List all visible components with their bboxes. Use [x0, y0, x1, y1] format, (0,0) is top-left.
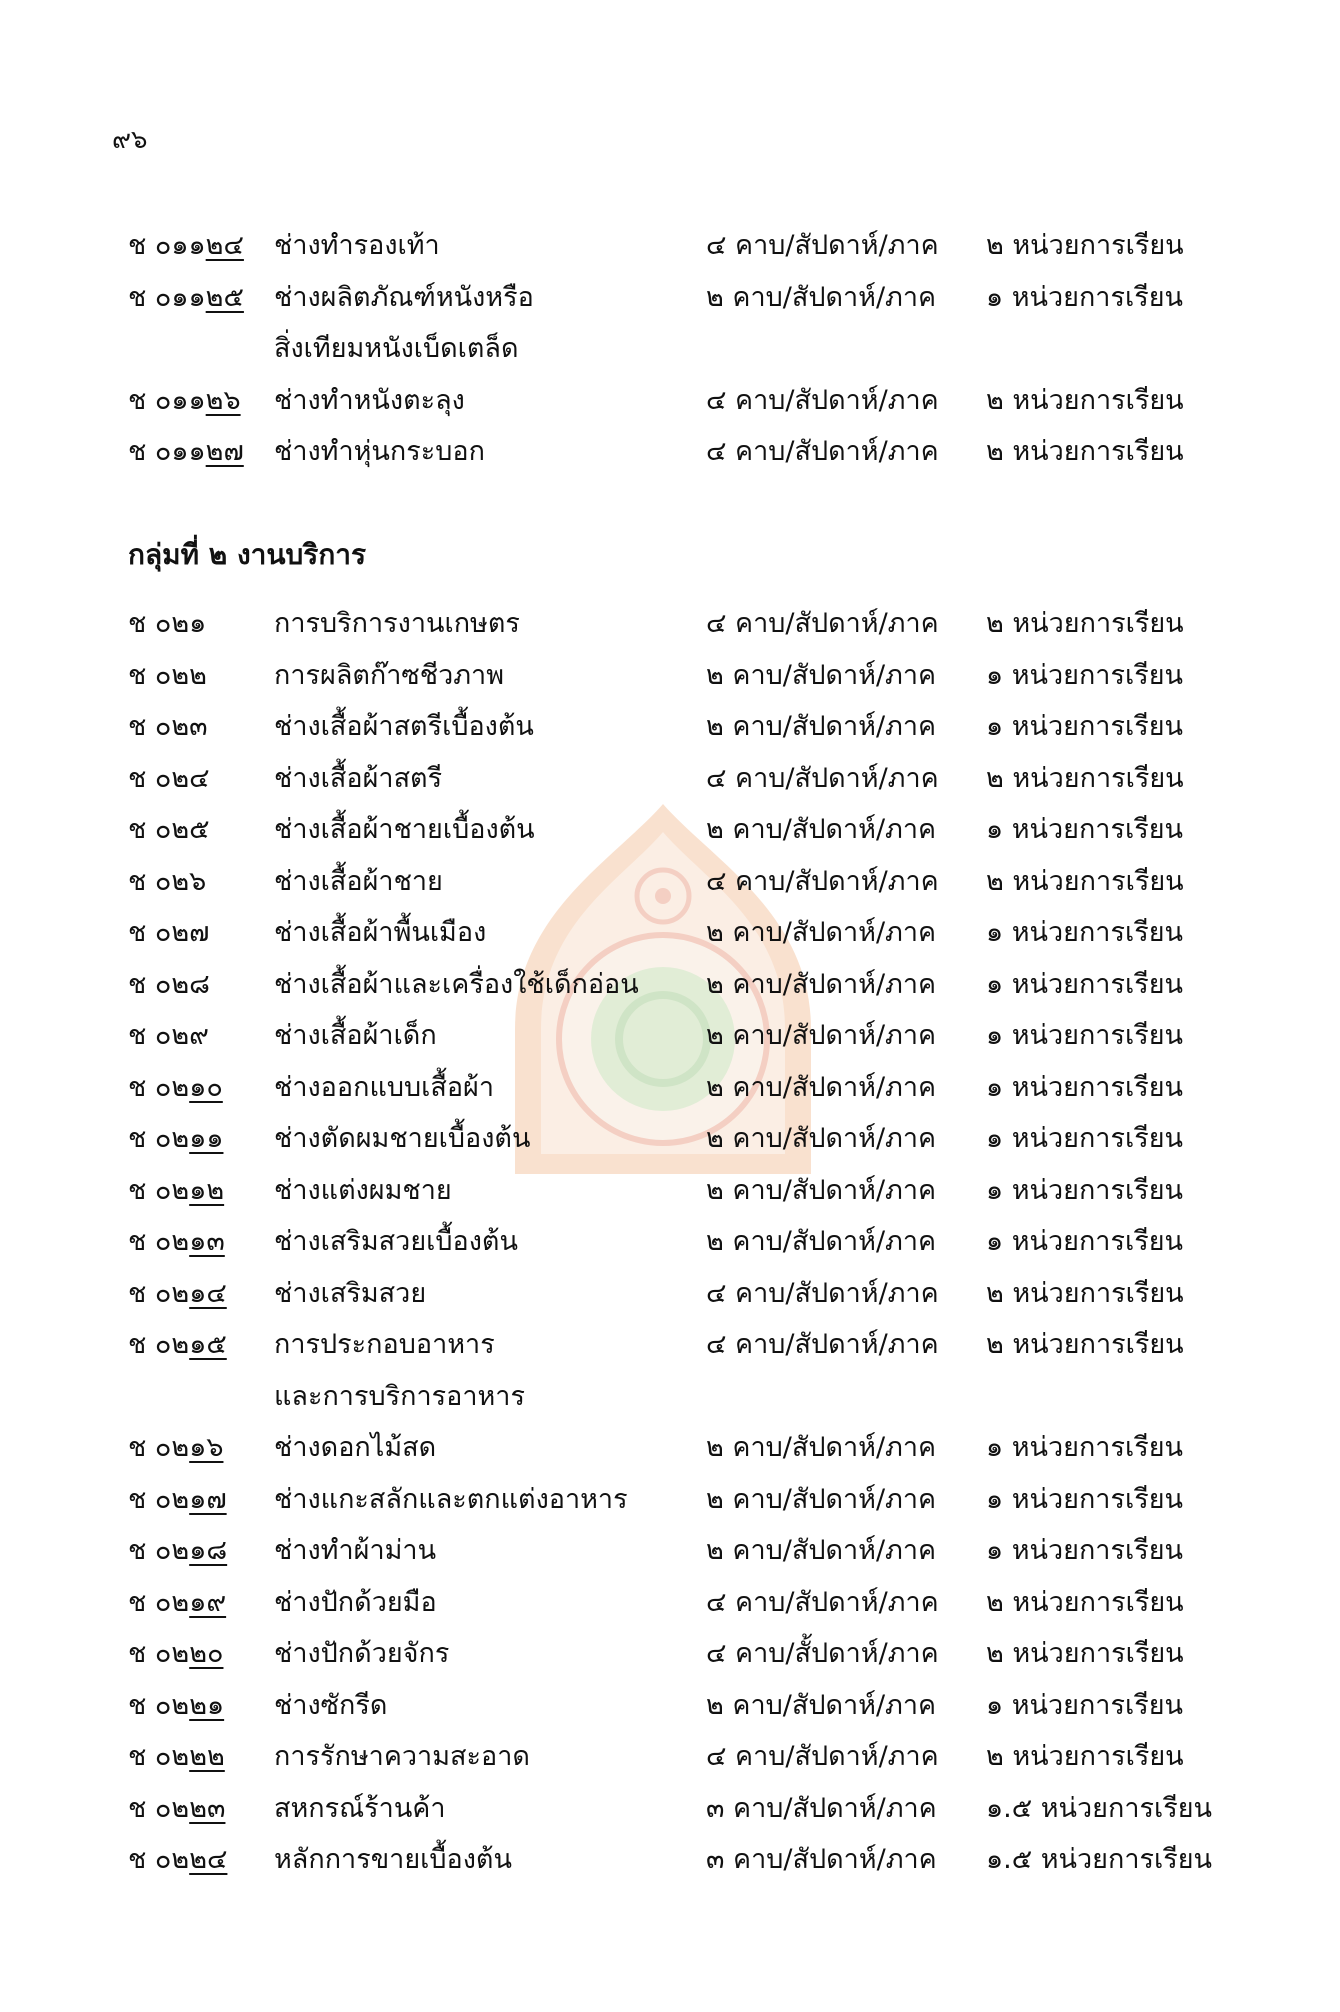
course-periods: ๒ คาบ/สัปดาห์/ภาค [706, 968, 937, 1000]
course-row [0, 1422, 1340, 1474]
course-code [128, 272, 244, 324]
course-row [0, 856, 1340, 908]
course-code [128, 375, 241, 427]
course-periods: ๒ คาบ/สัปดาห์/ภาค [706, 814, 937, 845]
course-periods: ๒ คาบ/สัปดาห์/ภาค [706, 1123, 937, 1154]
course-code [128, 959, 210, 1011]
course-code [128, 1474, 227, 1526]
course-code-prefix: ช ๐๒ [128, 1638, 190, 1669]
course-title: ช่างตัดผมชายเบื้องต้น [274, 1123, 531, 1154]
course-title-line-2: และการบริการอาหาร [274, 1380, 525, 1412]
course-title: ช่างเสื้อผ้าชายเบื้องต้น [274, 814, 535, 845]
course-credits: ๒ หน่วยการเรียน [986, 1741, 1184, 1772]
course-credits: ๑ หน่วยการเรียน [986, 1226, 1183, 1257]
course-code-underlined: ๑๒ [189, 1174, 225, 1206]
course-credits: ๑ หน่วยการเรียน [986, 814, 1183, 845]
course-periods: ๒ คาบ/สัปดาห์/ภาค [706, 711, 937, 742]
course-code-prefix: ช ๐๒๑ [128, 608, 207, 639]
course-row [0, 1165, 1340, 1217]
course-title: ช่างแต่งผมชาย [274, 1174, 452, 1206]
course-title: ช่างทำรองเท้า [274, 230, 440, 261]
course-title: ช่างผลิตภัณฑ์หนังหรือ [274, 281, 534, 313]
course-code-underlined: ๒๗ [205, 436, 244, 467]
course-periods: ๔ คาบ/สัปดาห์/ภาค [706, 1586, 939, 1618]
course-row [0, 1010, 1340, 1062]
course-periods: ๔ คาบ/สัปดาห์/ภาค [706, 1741, 939, 1772]
course-row [0, 220, 1340, 272]
course-title: ช่างทำหนังตะลุง [274, 384, 465, 416]
course-code [128, 1628, 223, 1680]
course-credits: ๑ หน่วยการเรียน [986, 1123, 1183, 1154]
course-code-underlined: ๒๕ [205, 281, 244, 313]
course-title: ช่างซักรีด [274, 1689, 388, 1721]
course-periods: ๔ คาบ/สัปดาห์/ภาค [706, 1329, 939, 1360]
course-code-prefix: ช ๐๑๑ [128, 230, 206, 261]
course-credits: ๑.๕ หน่วยการเรียน [986, 1792, 1212, 1824]
course-code-prefix: ช ๐๒๗ [128, 917, 210, 948]
course-credits: ๒ หน่วยการเรียน [986, 436, 1184, 467]
course-row [0, 598, 1340, 650]
course-title: สหกรณ์ร้านค้า [274, 1792, 446, 1824]
course-credits: ๒ หน่วยการเรียน [986, 1586, 1184, 1618]
course-title: การผลิตก๊าซชีวภาพ [274, 659, 504, 691]
course-periods: ๔ คาบ/สัปดาห์/ภาค [706, 608, 939, 639]
course-title: ช่างทำหุ่นกระบอก [274, 436, 485, 467]
course-title: ช่างปักด้วยจักร [274, 1638, 450, 1669]
course-periods: ๔ คาบ/สัปดาห์/ภาค [706, 230, 939, 261]
course-code-underlined: ๒๔ [189, 1844, 228, 1875]
course-code [128, 856, 206, 908]
course-code-prefix: ช ๐๒ [128, 1792, 190, 1824]
course-row [0, 1628, 1340, 1680]
course-code-underlined: ๒๓ [189, 1792, 226, 1824]
course-credits: ๑ หน่วยการเรียน [986, 1071, 1183, 1103]
course-title: หลักการขายเบื้องต้น [274, 1844, 512, 1875]
course-credits: ๑ หน่วยการเรียน [986, 917, 1183, 948]
course-code-prefix: ช ๐๒๘ [128, 968, 211, 1000]
course-code [128, 753, 210, 805]
course-code-prefix: ช ๐๒๔ [128, 762, 210, 794]
course-row [0, 701, 1340, 753]
course-periods: ๒ คาบ/สัปดาห์/ภาค [706, 1483, 937, 1515]
course-code-prefix: ช ๐๒ [128, 1844, 190, 1875]
course-title: ช่างเสื้อผ้าและเครื่องใช้เด็กอ่อน [274, 968, 639, 1000]
course-code-underlined: ๑๕ [189, 1329, 227, 1360]
course-code [128, 1216, 225, 1268]
group-2-heading-block [0, 529, 1340, 581]
course-code-underlined: ๒๔ [205, 230, 244, 261]
course-code-prefix: ช ๐๒ [128, 1277, 190, 1309]
course-row [0, 1062, 1340, 1114]
course-row [0, 272, 1340, 324]
course-periods: ๔ คาบ/สั้ปดาห์/ภาค [706, 1638, 939, 1669]
course-code [128, 1319, 227, 1371]
course-periods: ๓ คาบ/สัปดาห์/ภาค [706, 1792, 937, 1824]
course-row-continuation [0, 1371, 1340, 1423]
course-credits: ๒ หน่วยการเรียน [986, 384, 1184, 416]
course-code [128, 650, 207, 702]
course-periods: ๒ คาบ/สัปดาห์/ภาค [706, 1226, 937, 1257]
course-row [0, 1680, 1340, 1732]
course-credits: ๒ หน่วยการเรียน [986, 230, 1184, 261]
course-code [128, 1783, 225, 1835]
course-code-prefix: ช ๐๒๓ [128, 711, 208, 742]
course-credits: ๑ หน่วยการเรียน [986, 1432, 1183, 1463]
course-row [0, 1319, 1340, 1371]
course-code-underlined: ๑๓ [189, 1226, 225, 1257]
course-credits: ๒ หน่วยการเรียน [986, 865, 1184, 897]
course-title: ช่างเสริมสวยเบื้องต้น [274, 1226, 518, 1257]
course-code-prefix: ช ๐๒ [128, 1174, 190, 1206]
course-title: ช่างทำผ้าม่าน [274, 1535, 437, 1566]
course-credits: ๒ หน่วยการเรียน [986, 608, 1184, 639]
course-row [0, 804, 1340, 856]
course-row-continuation [0, 323, 1340, 375]
course-code [128, 1010, 209, 1062]
course-periods: ๒ คาบ/สัปดาห์/ภาค [706, 1432, 937, 1463]
course-code [128, 1422, 223, 1474]
course-credits: ๑ หน่วยการเรียน [986, 1020, 1183, 1051]
course-row [0, 426, 1340, 478]
course-title: ช่างเสื้อผ้าสตรี [274, 762, 443, 794]
course-title: ช่างเสริมสวย [274, 1277, 427, 1309]
course-code [128, 1731, 225, 1783]
course-code [128, 1680, 224, 1732]
course-title: ช่างปักด้วยมือ [274, 1586, 437, 1618]
course-title: การรักษาความสะอาด [274, 1741, 530, 1772]
course-periods: ๔ คาบ/สัปดาห์/ภาค [706, 436, 939, 467]
course-code-underlined: ๑๘ [189, 1535, 228, 1566]
course-code-prefix: ช ๐๒ [128, 1689, 190, 1721]
course-code [128, 1165, 224, 1217]
course-title-line-2: สิ่งเทียมหนังเบ็ดเตล็ด [274, 333, 519, 364]
course-credits: ๑ หน่วยการเรียน [986, 281, 1183, 313]
course-code-prefix: ช ๐๒ [128, 1226, 190, 1257]
course-title: การบริการงานเกษตร [274, 608, 520, 639]
course-code-underlined: ๒๒ [189, 1741, 225, 1772]
course-row [0, 1783, 1340, 1835]
course-title: ช่างดอกไม้สด [274, 1432, 437, 1463]
course-list-group-2 [0, 598, 1340, 1886]
course-periods: ๒ คาบ/สัปดาห์/ภาค [706, 1535, 937, 1566]
course-credits: ๑ หน่วยการเรียน [986, 968, 1183, 1000]
course-code-prefix: ช ๐๒ [128, 1741, 190, 1772]
course-title: ช่างเสื้อผ้าพื้นเมือง [274, 917, 487, 948]
course-periods: ๔ คาบ/สัปดาห์/ภาค [706, 384, 939, 416]
course-row [0, 1577, 1340, 1629]
course-credits: ๑ หน่วยการเรียน [986, 1689, 1183, 1721]
course-title: ช่างออกแบบเสื้อผ้า [274, 1071, 495, 1103]
course-code [128, 804, 210, 856]
course-credits: ๑ หน่วยการเรียน [986, 659, 1183, 691]
course-code-prefix: ช ๐๒ [128, 1432, 190, 1463]
course-row [0, 1474, 1340, 1526]
course-code [128, 1268, 227, 1320]
course-code [128, 598, 206, 650]
course-code-prefix: ช ๐๒ [128, 1123, 190, 1154]
course-row [0, 1525, 1340, 1577]
course-title: ช่างเสื้อผ้าสตรีเบื้องต้น [274, 711, 534, 742]
course-periods: ๒ คาบ/สัปดาห์/ภาค [706, 1020, 937, 1051]
course-code-prefix: ช ๐๒๕ [128, 814, 210, 845]
course-code-underlined: ๑๖ [189, 1432, 224, 1463]
course-credits: ๑.๕ หน่วยการเรียน [986, 1844, 1212, 1875]
course-code-prefix: ช ๐๒ [128, 1586, 190, 1618]
course-title: ช่างเสื้อผ้าเด็ก [274, 1020, 437, 1051]
course-code [128, 1577, 226, 1629]
course-credits: ๒ หน่วยการเรียน [986, 1329, 1184, 1360]
course-row [0, 753, 1340, 805]
course-code-prefix: ช ๐๑๑ [128, 384, 206, 416]
course-code-underlined: ๑๑ [189, 1123, 224, 1154]
course-credits: ๒ หน่วยการเรียน [986, 762, 1184, 794]
course-row [0, 1731, 1340, 1783]
course-code-prefix: ช ๐๒ [128, 1071, 190, 1103]
group-heading: กลุ่มที่ ๒ งานบริการ [128, 538, 367, 571]
course-credits: ๑ หน่วยการเรียน [986, 711, 1183, 742]
course-title: ช่างแกะสลักและตกแต่งอาหาร [274, 1483, 628, 1515]
course-credits: ๑ หน่วยการเรียน [986, 1483, 1183, 1515]
course-code-prefix: ช ๐๒๙ [128, 1020, 209, 1051]
course-code-underlined: ๑๙ [189, 1586, 227, 1618]
course-code-prefix: ช ๐๒ [128, 1483, 190, 1515]
course-list-group-1 [0, 220, 1340, 478]
course-credits: ๑ หน่วยการเรียน [986, 1174, 1183, 1206]
course-row [0, 959, 1340, 1011]
course-code-prefix: ช ๐๑๑ [128, 436, 206, 467]
course-periods: ๒ คาบ/สัปดาห์/ภาค [706, 1174, 937, 1206]
course-row [0, 907, 1340, 959]
course-periods: ๔ คาบ/สัปดาห์/ภาค [706, 762, 939, 794]
course-code-underlined: ๒๑ [189, 1689, 225, 1721]
course-periods: ๔ คาบ/สัปดาห์/ภาค [706, 865, 939, 897]
course-row [0, 1834, 1340, 1886]
course-row [0, 650, 1340, 702]
course-row [0, 1113, 1340, 1165]
course-code-prefix: ช ๐๒๖ [128, 865, 207, 897]
course-code [128, 1834, 227, 1886]
course-code-prefix: ช ๐๒๒ [128, 659, 207, 691]
course-code-underlined: ๑๗ [189, 1483, 227, 1515]
course-code-prefix: ช ๐๒ [128, 1329, 190, 1360]
course-code-underlined: ๑๔ [189, 1277, 227, 1309]
course-periods: ๒ คาบ/สัปดาห์/ภาค [706, 659, 937, 691]
course-title: การประกอบอาหาร [274, 1329, 495, 1360]
course-code-underlined: ๑๐ [189, 1071, 223, 1103]
page-number: ๙๖ [112, 125, 148, 155]
course-code [128, 220, 244, 272]
course-row [0, 1216, 1340, 1268]
course-code [128, 426, 244, 478]
course-periods: ๓ คาบ/สัปดาห์/ภาค [706, 1844, 937, 1875]
course-credits: ๒ หน่วยการเรียน [986, 1277, 1184, 1309]
course-code [128, 1062, 223, 1114]
course-row [0, 1268, 1340, 1320]
course-title: ช่างเสื้อผ้าชาย [274, 865, 443, 897]
course-periods: ๒ คาบ/สัปดาห์/ภาค [706, 917, 937, 948]
course-code-prefix: ช ๐๑๑ [128, 281, 206, 313]
course-row [0, 375, 1340, 427]
course-credits: ๒ หน่วยการเรียน [986, 1638, 1184, 1669]
course-code [128, 1525, 227, 1577]
course-code [128, 1113, 223, 1165]
course-periods: ๔ คาบ/สัปดาห์/ภาค [706, 1277, 939, 1309]
course-periods: ๒ คาบ/สัปดาห์/ภาค [706, 1689, 937, 1721]
course-code [128, 701, 208, 753]
course-credits: ๑ หน่วยการเรียน [986, 1535, 1183, 1566]
course-periods: ๒ คาบ/สัปดาห์/ภาค [706, 1071, 937, 1103]
course-periods: ๒ คาบ/สัปดาห์/ภาค [706, 281, 937, 313]
course-code-prefix: ช ๐๒ [128, 1535, 190, 1566]
course-code-underlined: ๒๖ [205, 384, 241, 416]
course-code-underlined: ๒๐ [189, 1638, 224, 1669]
course-code [128, 907, 210, 959]
